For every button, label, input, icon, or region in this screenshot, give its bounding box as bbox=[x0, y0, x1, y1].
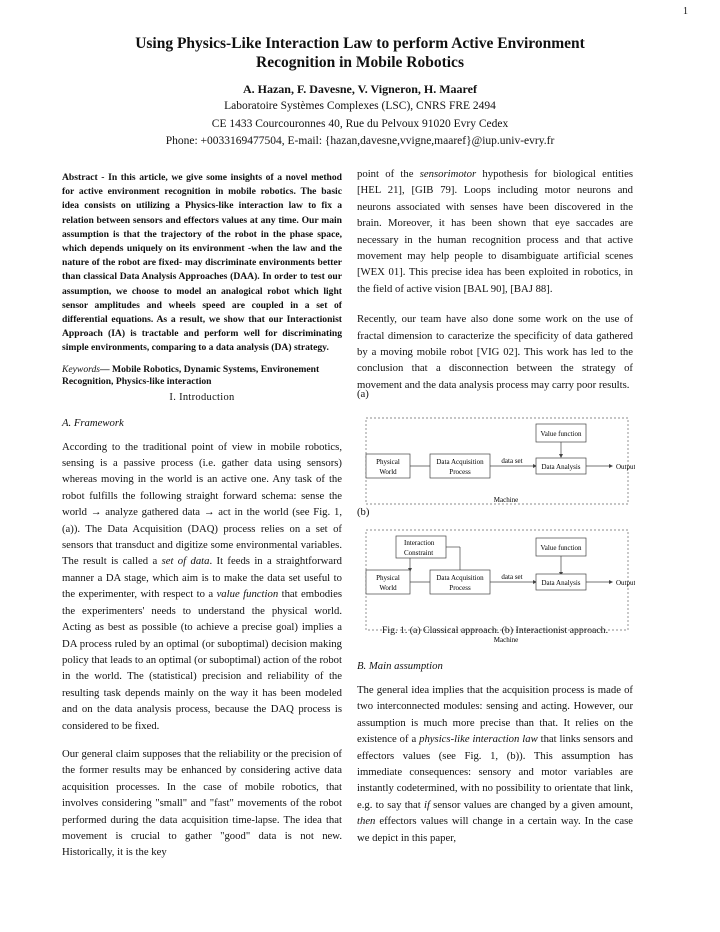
text-run: that embodies the experimenters' needs to understand the physical world. Acting as best as possible (to achieve a precise goal) implies a DA process ruled by an optimal (or suboptimal) decision making policy that leads to an optimal (or suboptimal) action of the robot in the world. The (statistical) precision and reliability of the resulting task depends mainly on the way it has been modeled and on the data analysis process, because the DAQ process is considered to be fixed. bbox=[62, 588, 343, 732]
subsection-main-assumption: B. Main assumption bbox=[357, 660, 443, 672]
right-column-top bbox=[357, 166, 633, 393]
output-label: Output bbox=[616, 579, 635, 587]
title-line-2: Recognition in Mobile Robotics bbox=[256, 54, 464, 71]
text-run: that links sensors and effectors values (see Fig. 1, (b)). This assumption has immediate consequences: sensory and motor variables are instantly codetermined, with no possibility to orientate that link, e.g. to say that bbox=[357, 733, 634, 811]
text-run: point of the bbox=[357, 168, 420, 180]
figure-caption: Fig. 1. (a) Classical approach. (b) Interactionist approach. bbox=[381, 625, 609, 636]
physical-world-label-1: Physical bbox=[376, 574, 400, 582]
title-line-1: Using Physics-Like Interaction Law to perform Active Environment bbox=[135, 35, 585, 52]
affiliation-lab: Laboratoire Systèmes Complexes (LSC), CNRS FRE 2494 bbox=[224, 100, 496, 112]
text-run: According to the traditional point of view in mobile robotics, sensing is a passive process (i.e. gather data using sensors) whereas moving in the world is an active one. Any task of the robot fulfills the following straight forward schema: sense the world → analyze gathered data → act in the world (see Fig. 1, (a)). The Data Acquisition (DAQ) process relies on a set of sensors that transduct and digitize some environmental variables. The result is called a bbox=[62, 440, 342, 568]
figure-label-a: (a) bbox=[357, 388, 369, 400]
text-run: effectors values will change in a certain way. In the case we depict in this paper, bbox=[357, 815, 633, 844]
physical-world-label-1: Physical bbox=[376, 458, 400, 466]
text-run: The general idea implies that the acquisition process is made of two interconnected modules: sensing and acting. However, our assumption is much more precise than that. It relies on the existence of a bbox=[357, 684, 633, 746]
output-label: Output bbox=[616, 463, 635, 471]
sensorimotor-paragraph bbox=[357, 166, 633, 297]
daq-label-1: Data Acquisition bbox=[436, 574, 484, 582]
left-column bbox=[62, 171, 342, 861]
keywords-label: Keywords bbox=[62, 363, 101, 375]
daq-label-2: Process bbox=[449, 468, 471, 476]
framework-paragraph-1 bbox=[62, 439, 342, 734]
paper-title bbox=[0, 34, 720, 72]
emphasis-if: if bbox=[423, 798, 430, 811]
right-column-bottom bbox=[357, 660, 633, 846]
keywords bbox=[62, 364, 342, 388]
arrowhead bbox=[559, 454, 563, 458]
value-function-label: Value function bbox=[540, 544, 582, 552]
framework-paragraph-2: Our general claim supposes that the reliability or the precision of the former results may be enhanced by considering active data acquisition processes. In the case of mobile robotics, that involves considering "small" and "fast" movements of the robot performed during the data acquisition time-lapse. The idea that movement is crucial to gather "good" data is not new. Historically, it is the key bbox=[62, 747, 342, 859]
section-introduction: I. Introduction bbox=[169, 391, 235, 403]
data-analysis-label: Data Analysis bbox=[541, 579, 581, 587]
fractal-paragraph: Recently, our team have also done some work on the use of fractal dimension to caracterize the specificity of data gathered by a moving mobile robot [VIG 02]. This work has led to the conclusion that a disconnection between the strategy of movement and the data analysis process may carry poor results. bbox=[357, 313, 633, 391]
affiliation-address: CE 1433 Courcouronnes 40, Rue du Pelvoux 91020 Evry Cedex bbox=[211, 118, 509, 130]
daq-label-2: Process bbox=[449, 584, 471, 592]
abstract: Abstract - In this article, we give some insights of a novel method for active environment recognition in mobile robotics. The basic idea consists on utilizing a Physics-like interaction law to fix a relation between sensors and effectors values at any time. Our main assumption is that the trajectory of the robot in the phase space, which depends uniquely on its environment -when the law and the nature of the robot are fixed- may discriminate environments better than classical Data Analysis Approaches (DAA). In order to test our assumption, we choose to model an analogical robot which light sensor amplitudes and wheels speed are coupled in a set of differential equations. As a result, we show that our Interactionist Approach (IA) is tractable and perform well for discriminating simple environments, comparing to a data analysis (DA) strategy. bbox=[62, 172, 342, 354]
text-run: hypothesis for biological entities [HEL 21], [GIB 79]. Loops including motor neurons and neurons associated with senses have been discovered in the brain. Moreover, it has been shown that eye saccades are necessary in the human recognition process and that active movement may help people to disambiguate artificial scenes [WEX 01]. This precise idea has been exploited in robotics, in the field of active vision [BAL 90], [BAJ 88]. bbox=[357, 168, 633, 295]
authors: A. Hazan, F. Davesne, V. Vigneron, H. Maaref bbox=[242, 82, 477, 96]
physical-world-label-2: World bbox=[379, 468, 397, 476]
value-function-label: Value function bbox=[540, 430, 582, 438]
interaction-label-1: Interaction bbox=[404, 539, 435, 547]
machine-label: Machine bbox=[493, 496, 519, 504]
data-set-label: data set bbox=[501, 573, 523, 581]
emphasis-physics-like-law: physics-like interaction law bbox=[419, 733, 538, 746]
figure-label-b: (b) bbox=[357, 506, 370, 518]
interaction-label-2: Constraint bbox=[404, 549, 434, 557]
emphasis-value-function: value function bbox=[216, 588, 279, 601]
data-analysis-label: Data Analysis bbox=[541, 463, 581, 471]
daq-label-1: Data Acquisition bbox=[436, 458, 484, 466]
physical-world-label-2: World bbox=[379, 584, 397, 592]
subsection-framework: A. Framework bbox=[62, 416, 124, 429]
emphasis-set-of-data: set of data bbox=[161, 555, 210, 568]
emphasis-then: then bbox=[357, 815, 376, 828]
figure-1a-classical-diagram bbox=[360, 404, 635, 516]
data-set-label: data set bbox=[501, 457, 523, 465]
emphasis-sensorimotor: sensorimotor bbox=[419, 168, 477, 180]
page-number: 1 bbox=[683, 6, 688, 17]
text-run: . It feeds in a straightforward manner a DA stage, which aim is to make the data set useful to the experimenter, with respect to a bbox=[62, 555, 342, 601]
affiliation-contact: Phone: +0033169477504, E-mail: {hazan,davesne,vvigne,maaref}@iup.univ-evry.fr bbox=[165, 135, 555, 147]
keywords-text: — Mobile Robotics, Dynamic Systems, Environement Recognition, Physics-like interaction bbox=[62, 363, 320, 387]
arrowhead bbox=[609, 580, 613, 584]
machine-label: Machine bbox=[493, 636, 519, 644]
text-run: sensor values are changed by a given amount, bbox=[429, 798, 633, 811]
arrowhead bbox=[609, 464, 613, 468]
main-assumption-paragraph bbox=[357, 682, 633, 846]
